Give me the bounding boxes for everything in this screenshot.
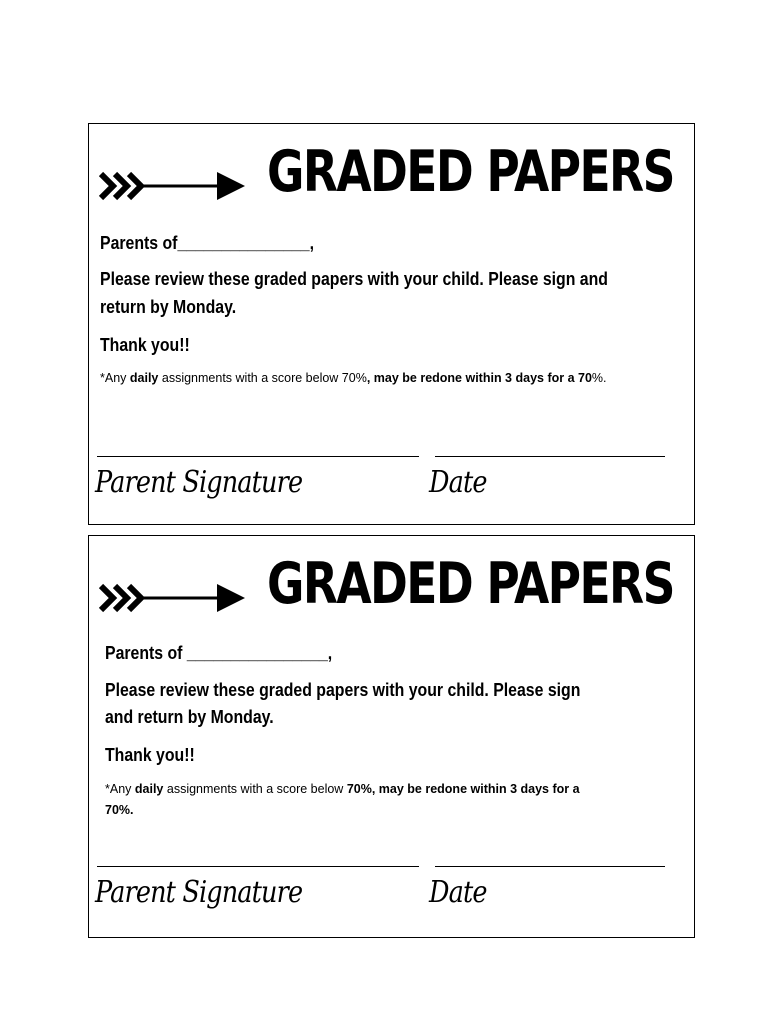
parent-signature-label: Parent Signature xyxy=(95,465,303,500)
parent-signature-label: Parent Signature xyxy=(95,875,303,910)
arrow-icon xyxy=(99,166,245,206)
redo-policy-note: *Any daily assignments with a score below 70%, may be redone within 3 days for a 70%. xyxy=(105,782,580,817)
card-title: GRADED PAPERS xyxy=(267,551,674,617)
parents-of-line: Parents of ________________, xyxy=(105,643,333,663)
parent-signature-line xyxy=(97,456,419,457)
card-title: GRADED PAPERS xyxy=(267,139,674,205)
review-instructions-line-2: return by Monday. xyxy=(100,297,237,317)
thank-you-text: Thank you!! xyxy=(100,335,190,355)
redo-policy-note: *Any daily assignments with a score below 70%, may be redone within 3 days for a 70%. xyxy=(100,371,607,385)
parent-signature-line xyxy=(97,866,419,867)
date-label: Date xyxy=(429,465,487,500)
date-line xyxy=(435,866,665,867)
parents-of-line: Parents of_______________, xyxy=(100,233,315,253)
date-label: Date xyxy=(429,875,487,910)
date-line xyxy=(435,456,665,457)
graded-papers-slip-2 xyxy=(88,535,695,938)
review-instructions-line-1: Please review these graded papers with your child. Please sign and xyxy=(100,269,608,289)
review-instructions-line-2: and return by Monday. xyxy=(105,707,274,727)
graded-papers-slip-1 xyxy=(88,123,695,525)
review-instructions-line-1: Please review these graded papers with your child. Please sign xyxy=(105,680,581,700)
thank-you-text: Thank you!! xyxy=(105,745,195,765)
arrow-icon xyxy=(99,578,245,618)
